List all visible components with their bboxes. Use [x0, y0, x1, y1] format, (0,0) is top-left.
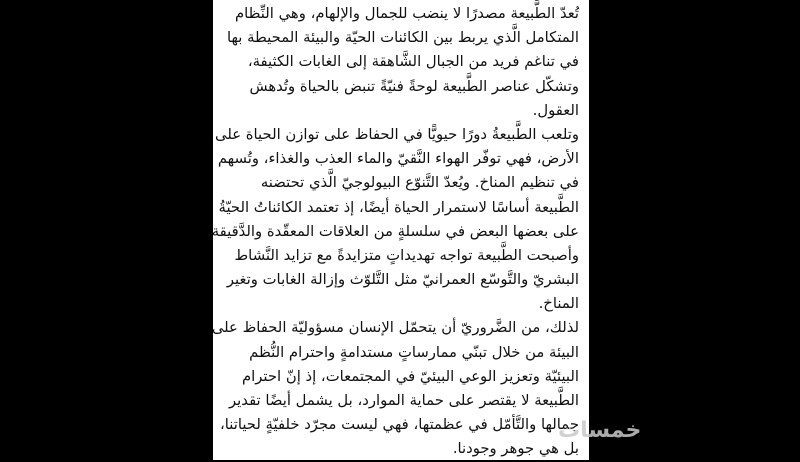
text-line: على بعضها البعض في سلسلةٍ من العلاقات المعقّدة والدَّقيقة.: [207, 222, 579, 240]
text-line: في تناغم فريد من الجبال الشَّاهقة إلى الغابات الكثيفة،: [247, 53, 579, 71]
text-line: لذلك، من الضَّروريّ أن يتحمّل الإنسان مسؤوليّة الحفاظ على: [211, 319, 579, 337]
text-line: المتكامل الَّذي يربط بين الكائنات الحيّة والبيئة المحيطة بها: [226, 29, 579, 47]
text-line: تُعدّ الطَّبيعة مصدرًا لا ينضب للجمال والإلهام، وهي النِّظام: [235, 5, 579, 22]
text-line: الأرض، فهي توفّر الهواء النَّقيّ والماء العذب والغذاء، وتُسهم: [217, 150, 579, 168]
text-line: وتلعب الطَّبيعةُ دورًا حيويًّا في الحفاظ على توازن الحياة على: [215, 125, 579, 143]
text-line: البيئة من خلال تبنّي ممارساتٍ مستدامةٍ واحترام النُّظم: [249, 343, 579, 361]
text-line: الطَّبيعة أساسًا لاستمرار الحياة أيضًا، إذ تعتمد الكائناتُ الحيّةُ: [218, 198, 579, 216]
text-line: العقول.: [532, 101, 579, 119]
text-line: المناخ.: [538, 295, 579, 313]
watermark-logo: خمسات: [558, 418, 642, 443]
text-line: جمالها والتَّأمّل في عظمتها، فهي ليست مجرّد خلفيّةٍ لحياتنا،: [219, 416, 579, 434]
text-line: وتشكّل عناصر الطَّبيعة لوحةً فنيّةً تنبض بالحياة وتُدهش: [249, 77, 579, 95]
text-line: البيئيّة وتعزيز الوعي البيئيّ في المجتمعات، إذ إنّ احترام: [241, 367, 579, 385]
text-line: في تنظيم المناخ. ويُعدّ التَّنوّع البيولوجيّ الَّذي تحتضنه: [260, 174, 579, 192]
text-line: الطَّبيعة لا يقتصر على حماية الموارد، بل يشمل أيضًا تقدير: [229, 392, 579, 409]
document-sheet: [207, 0, 642, 460]
text-line: وأصبحت الطَّبيعة تواجه تهديداتٍ متزايدةً مع تزايد النَّشاط: [234, 246, 579, 264]
text-line: بل هي جوهر وجودنا.: [452, 440, 579, 458]
text-line: البشريّ والتَّوسّع العمرانيّ مثل التَّلوّث وإزالة الغابات وتغير: [226, 271, 579, 289]
article-text: [207, 2, 579, 462]
